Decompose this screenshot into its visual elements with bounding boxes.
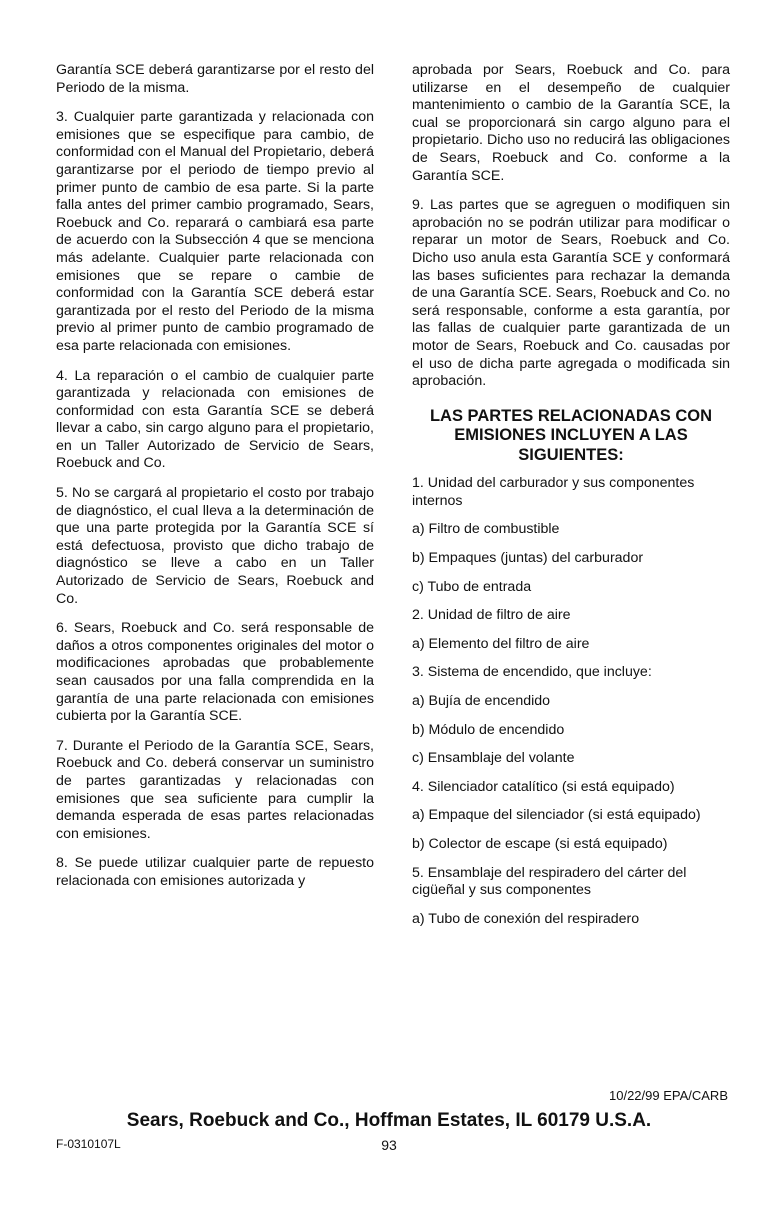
list-item: a) Tubo de conexión del respiradero (412, 910, 640, 927)
parts-list (412, 475, 730, 928)
list-item: 5. Ensamblaje del respiradero del cárter del cigüeñal y sus componentes (412, 864, 687, 899)
parts-heading: LAS PARTES RELACIONADAS CON EMISIONES INCLUYEN A LAS SIGUIENTES: (429, 406, 713, 464)
footer-form-number: F-0310107L (56, 1137, 121, 1151)
list-item: 1. Unidad del carburador y sus componentes internos (412, 475, 695, 509)
paragraph-item-3: 3. Cualquier parte garantizada y relacionada con emisiones que se especifique para cambio, de conformidad con el Manual del Propietario, deberá garantizarse por el periodo de tiempo previo al primer punto de cambio de esa parte. Si la parte falla antes del primer cambio programado, Sears, Roebuck and Co. reparará o cambiará esa parte de acuerdo con la Subsección 4 que se menciona más adelante. Cualquier parte relacionada con emisiones que se repare o cambie de conformidad con la Garantía SCE deberá estar garantizada por el resto del Periodo de la misma previo al primer punto de cambio programado de esa parte relacionada con emisiones. (56, 109, 374, 354)
list-item: 2. Unidad de filtro de aire (412, 607, 571, 624)
list-item: b) Colector de escape (si está equipado) (412, 835, 668, 852)
list-item: a) Empaque del silenciador (si está equipado) (412, 807, 701, 824)
paragraph-item-7: 7. Durante el Periodo de la Garantía SCE, Sears, Roebuck and Co. deberá conservar un suministro de partes garantizadas y relacionadas con emisiones que sea suficiente para cumplir la demanda esperada de esas partes relacionadas con emisiones. (56, 737, 374, 842)
list-item: a) Elemento del filtro de aire (412, 635, 590, 652)
paragraph-item-8-continued: aprobada por Sears, Roebuck and Co. para utilizarse en el desempeño de cualquier mantenimiento o cambio de la Garantía SCE, la cual se proporcionará sin cargo alguno para el propietario. Dicho uso no reducirá las obligaciones de Sears, Roebuck and Co. conforme a la Garantía SCE. (412, 62, 730, 184)
list-item: a) Filtro de combustible (412, 521, 560, 538)
list-item: b) Módulo de encendido (412, 721, 565, 738)
left-column (56, 62, 374, 903)
page-number: 93 (381, 1137, 397, 1153)
footer-company-address: Sears, Roebuck and Co., Hoffman Estates, IL 60179 U.S.A. (126, 1110, 652, 1131)
paragraph-item-5: 5. No se cargará al propietario el costo por trabajo de diagnóstico, el cual lleva a la determinación de que una parte protegida por la Garantía SCE sí está defectuosa, provisto que dicho trabajo de diagnóstico se lleve a cabo en un Taller Autorizado de Servicio de Sears, Roebuck and Co. (56, 485, 374, 607)
list-item: 4. Silenciador catalítico (si está equipado) (412, 778, 675, 795)
paragraph-item-9: 9. Las partes que se agreguen o modifiquen sin aprobación no se podrán utilizar para modificar o reparar un motor de Sears, Roebuck and Co. Dicho uso anula esta Garantía SCE y conformará las bases suficientes para rechazar la demanda de una Garantía SCE. Sears, Roebuck and Co. no será responsable, conforme a esta garantía, por las fallas de cualquier parte garantizada de un motor de Sears, Roebuck and Co. causadas por el uso de dicha parte agregada o modificada sin aprobación. (412, 197, 730, 390)
right-column (412, 62, 730, 939)
list-item: a) Bujía de encendido (412, 692, 551, 709)
paragraph-item-6: 6. Sears, Roebuck and Co. será responsable de daños a otros componentes originales del motor o modificaciones aprobadas que probablemente sean causados por una falla comprendida en la garantía de una parte relacionada con emisiones cubierta por la Garantía SCE. (56, 620, 374, 725)
list-item: b) Empaques (juntas) del carburador (412, 549, 644, 566)
paragraph-item-8: 8. Se puede utilizar cualquier parte de repuesto relacionada con emisiones autorizada y (56, 855, 374, 889)
paragraph-warranty-rest: Garantía SCE deberá garantizarse por el resto del Periodo de la misma. (56, 62, 374, 96)
paragraph-item-4: 4. La reparación o el cambio de cualquier parte garantizada y relacionada con emisiones de conformidad con esta Garantía SCE se deberá llevar a cabo, sin cargo alguno para el propietario, en un Taller Autorizado de Servicio de Sears, Roebuck and Co. (56, 367, 374, 472)
list-item: c) Ensamblaje del volante (412, 750, 575, 767)
list-item: 3. Sistema de encendido, que incluye: (412, 664, 652, 681)
footer-date-code: 10/22/99 EPA/CARB (609, 1088, 728, 1103)
list-item: c) Tubo de entrada (412, 578, 532, 595)
